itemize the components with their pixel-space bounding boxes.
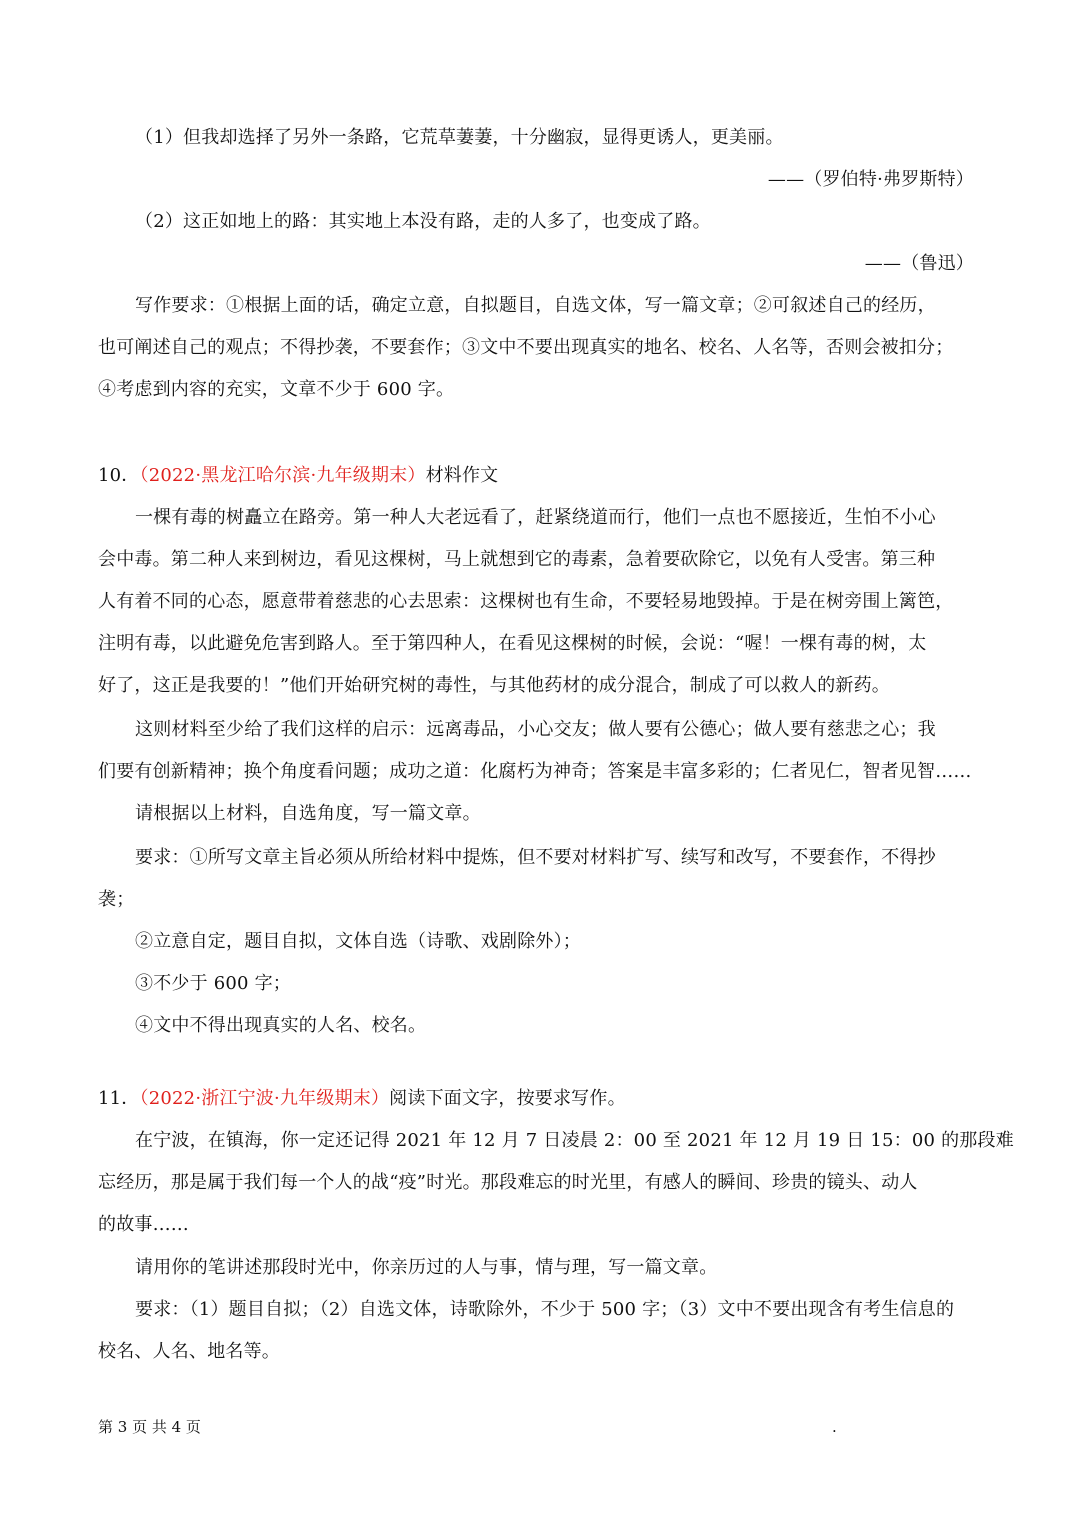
material-line: 的故事……: [98, 1214, 189, 1235]
quote-2: （2）这正如地上的路：其实地上本没有路，走的人多了，也变成了路。: [135, 211, 711, 232]
requirement-line: 校名、人名、地名等。: [98, 1341, 280, 1362]
question-source: （2022·黑龙江哈尔滨·九年级期末）: [139, 465, 426, 486]
quote-1-attribution: ——（罗伯特·弗罗斯特）: [767, 169, 974, 190]
material-line: 会中毒。第二种人来到树边，看见这棵树，马上就想到它的毒素，急着要砍除它，以免有人受害。第三种: [98, 549, 936, 570]
requirement-line: 要求：①所写文章主旨必须从所给材料中提炼，但不要对材料扩写、续写和改写，不要套作，不得抄: [135, 847, 936, 868]
material-line: 一棵有毒的树矗立在路旁。第一种人大老远看了，赶紧绕道而行，他们一点也不愿接近，生怕不小心: [135, 507, 936, 528]
writing-requirement-line: 写作要求：①根据上面的话，确定立意，自拟题目，自选文体，写一篇文章；②可叙述自己的经历，: [135, 295, 936, 316]
quote-1: （1）但我却选择了另外一条路，它荒草萋萋，十分幽寂，显得更诱人，更美丽。: [135, 127, 784, 148]
writing-requirement-line: 也可阐述自己的观点；不得抄袭，不要套作；③文中不要出现真实的地名、校名、人名等，否则会被扣分；: [98, 337, 954, 358]
requirement-line: ④文中不得出现真实的人名、校名。: [135, 1015, 427, 1036]
question-10-heading: [98, 464, 974, 488]
quote-2-attribution: ——（鲁迅）: [864, 253, 974, 274]
insight-line: 这则材料至少给了我们这样的启示：远离毒品，小心交友；做人要有公德心；做人要有慈悲之心；我: [135, 719, 936, 740]
writing-requirement-line: ④考虑到内容的充实，文章不少于 600 字。: [98, 379, 455, 400]
material-line: 在宁波，在镇海，你一定还记得 2021 年 12 月 7 日凌晨 2：00 至 2021 年 12 月 19 日 15：00 的那段难: [135, 1130, 1014, 1151]
requirement-line: ②立意自定，题目自拟，文体自选（诗歌、戏剧除外）；: [135, 931, 581, 952]
question-number: 11．: [98, 1088, 140, 1109]
question-11-heading: [98, 1087, 974, 1111]
material-line: 好了，这正是我要的！”他们开始研究树的毒性，与其他药材的成分混合，制成了可以救人的新药。: [98, 675, 890, 696]
question-type: 阅读下面文字，按要求写作。: [389, 1088, 626, 1109]
insight-line: 们要有创新精神；换个角度看问题；成功之道：化腐朽为神奇；答案是丰富多彩的；仁者见仁，智者见智……: [98, 761, 972, 782]
material-line: 人有着不同的心态，愿意带着慈悲的心去思索：这棵树也有生命，不要轻易地毁掉。于是在树旁围上篱笆，: [98, 591, 954, 612]
question-source: （2022·浙江宁波·九年级期末）: [139, 1088, 390, 1109]
footer-dot: .: [832, 1418, 837, 1436]
requirement-line: 要求：（1）题目自拟；（2）自选文体，诗歌除外，不少于 500 字；（3）文中不要出现含有考生信息的: [135, 1299, 955, 1320]
writing-prompt: 请用你的笔讲述那段时光中，你亲历过的人与事，情与理，写一篇文章。: [135, 1257, 718, 1278]
requirement-line: 袭；: [98, 889, 135, 910]
requirement-line: ③不少于 600 字；: [135, 973, 291, 994]
question-type: 材料作文: [425, 465, 499, 486]
material-line: 注明有毒，以此避免危害到路人。至于第四种人，在看见这棵树的时候，会说：“喔！一棵有毒的树，太: [98, 633, 927, 654]
question-number: 10．: [98, 465, 140, 486]
page-number-footer: 第 3 页 共 4 页: [98, 1418, 201, 1436]
writing-prompt: 请根据以上材料，自选角度，写一篇文章。: [135, 803, 481, 824]
material-line: 忘经历，那是属于我们每一个人的战“疫”时光。那段难忘的时光里，有感人的瞬间、珍贵的镜头、动人: [98, 1172, 918, 1193]
